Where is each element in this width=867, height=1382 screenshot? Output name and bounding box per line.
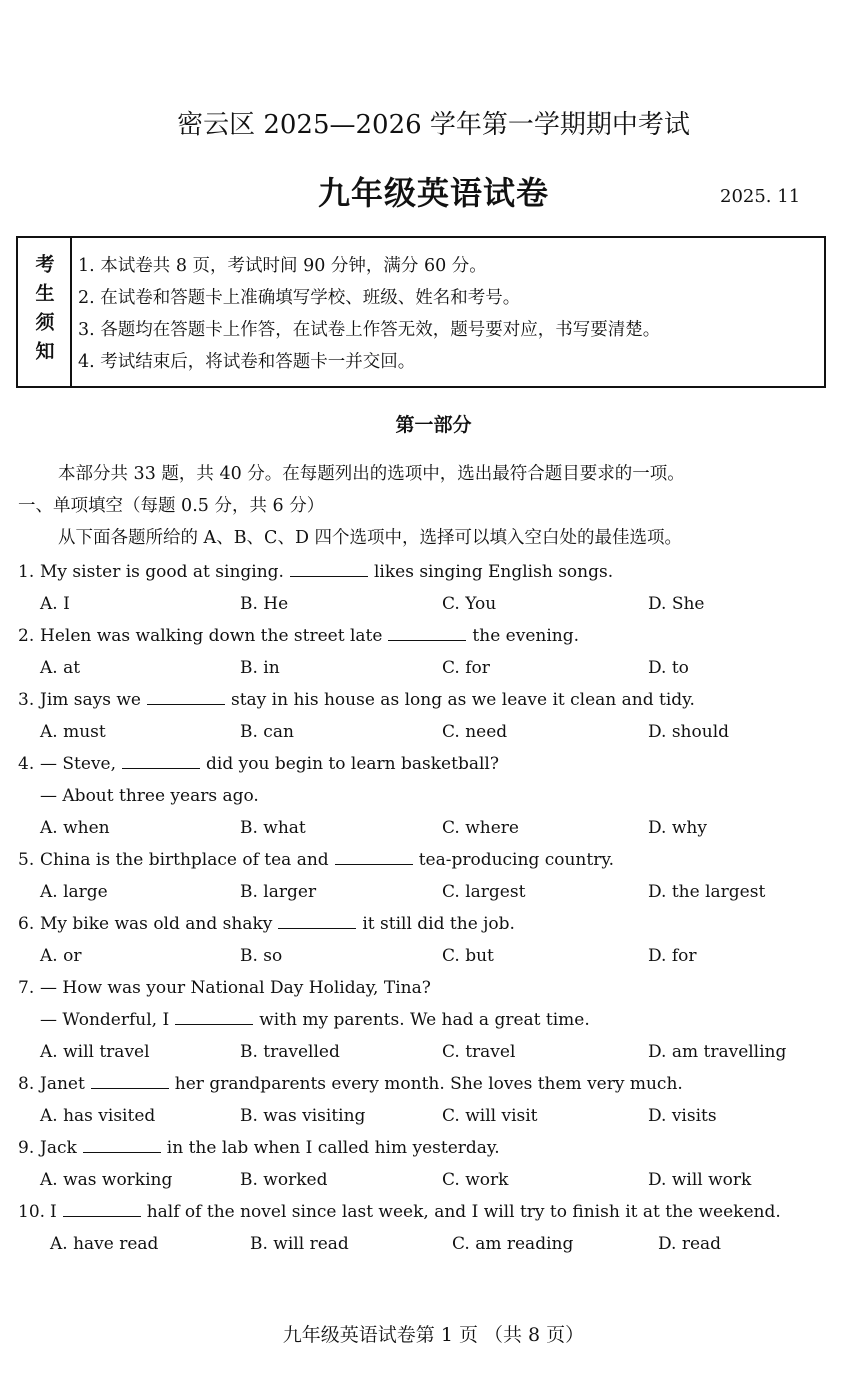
- answer-blank: [335, 844, 413, 865]
- answer-option: B. travelled: [240, 1042, 340, 1062]
- section-instruction: 从下面各题所给的 A、B、C、D 四个选项中，选择可以填入空白处的最佳选项。: [58, 528, 683, 548]
- question-item: [18, 556, 858, 620]
- question-number: 7.: [18, 978, 35, 998]
- answer-blank: [147, 684, 225, 705]
- answer-blank: [83, 1132, 161, 1153]
- answer-option: C. work: [442, 1170, 509, 1190]
- answer-option: B. so: [240, 946, 283, 966]
- question-item: [18, 748, 858, 844]
- answer-option: A. at: [40, 658, 81, 678]
- option-row: [18, 1228, 858, 1260]
- option-row: [18, 588, 858, 620]
- question-item: [18, 972, 858, 1068]
- answer-option: C. You: [442, 594, 497, 614]
- answer-option: C. am reading: [452, 1234, 574, 1254]
- notice-list: [78, 250, 660, 378]
- question-text-after: it still did the job.: [362, 914, 515, 934]
- notice-box: [16, 236, 826, 388]
- notice-item: 1. 本试卷共 8 页，考试时间 90 分钟，满分 60 分。: [78, 256, 487, 276]
- answer-option: D. to: [648, 658, 689, 678]
- answer-option: B. can: [240, 722, 294, 742]
- question-stem: [18, 972, 858, 1004]
- answer-option: B. was visiting: [240, 1106, 366, 1126]
- answer-option: A. will travel: [40, 1042, 150, 1062]
- question-number: 2.: [18, 626, 35, 646]
- notice-item: 4. 考试结束后，将试卷和答题卡一并交回。: [78, 352, 416, 372]
- question-text-before: Jim says we: [40, 690, 141, 710]
- notice-item: 3. 各题均在答题卡上作答，在试卷上作答无效，题号要对应，书写要清楚。: [78, 320, 661, 340]
- question-stem: [18, 1132, 858, 1164]
- answer-option: A. large: [40, 882, 108, 902]
- notice-item: 2. 在试卷和答题卡上准确填写学校、班级、姓名和考号。: [78, 288, 521, 308]
- question-item: [18, 620, 858, 684]
- question-stem: [18, 620, 858, 652]
- answer-option: B. in: [240, 658, 280, 678]
- answer-option: D. read: [658, 1234, 722, 1254]
- question-item: [18, 684, 858, 748]
- notice-label: 考生须知: [32, 254, 55, 370]
- answer-option: C. for: [442, 658, 490, 678]
- question-text-before: I: [50, 1202, 57, 1222]
- question-text-before: China is the birthplace of tea and: [40, 850, 329, 870]
- answer-blank: [63, 1196, 141, 1217]
- answer-option: C. travel: [442, 1042, 516, 1062]
- question-number: 3.: [18, 690, 35, 710]
- answer-option: C. where: [442, 818, 519, 838]
- answer-blank: [278, 908, 356, 929]
- answer-option: D. should: [648, 722, 730, 742]
- question-number: 6.: [18, 914, 35, 934]
- exam-date: 2025. 11: [720, 186, 801, 207]
- part-title: 第一部分: [395, 414, 472, 436]
- question-text-after: with my parents. We had a great time.: [259, 1010, 590, 1030]
- question-text-before: — Wonderful, I: [40, 1010, 170, 1030]
- question-text-before: My sister is good at singing.: [40, 562, 284, 582]
- question-text-before: My bike was old and shaky: [40, 914, 273, 934]
- answer-option: D. why: [648, 818, 707, 838]
- question-text-before: Jack: [40, 1138, 77, 1158]
- question-item: [18, 908, 858, 972]
- answer-option: B. He: [240, 594, 289, 614]
- question-text-before: Janet: [40, 1074, 85, 1094]
- option-row: [18, 1164, 858, 1196]
- answer-option: C. but: [442, 946, 494, 966]
- answer-option: D. She: [648, 594, 705, 614]
- answer-blank: [290, 556, 368, 577]
- answer-option: B. will read: [250, 1234, 349, 1254]
- answer-option: B. worked: [240, 1170, 328, 1190]
- question-item: [18, 1132, 858, 1196]
- question-text-after: stay in his house as long as we leave it clean and tidy.: [230, 690, 695, 710]
- question-stem: [18, 556, 858, 588]
- question-text-after: in the lab when I called him yesterday.: [166, 1138, 500, 1158]
- option-row: [18, 940, 858, 972]
- answer-option: A. has visited: [40, 1106, 156, 1126]
- answer-option: D. for: [648, 946, 697, 966]
- exam-title: 密云区 2025—2026 学年第一学期期中考试: [177, 110, 690, 140]
- answer-option: D. am travelling: [648, 1042, 787, 1062]
- option-row: [18, 812, 858, 844]
- notice-label-cell: [18, 238, 72, 386]
- answer-option: A. when: [40, 818, 110, 838]
- question-stem: [18, 1004, 858, 1036]
- answer-blank: [122, 748, 200, 769]
- question-stem: [18, 1196, 858, 1228]
- question-text-after: likes singing English songs.: [373, 562, 614, 582]
- question-item: [18, 1068, 858, 1132]
- answer-blank: [175, 1004, 253, 1025]
- question-stem: [18, 1068, 858, 1100]
- question-number: 1.: [18, 562, 35, 582]
- answer-option: B. what: [240, 818, 306, 838]
- answer-option: D. will work: [648, 1170, 752, 1190]
- option-row: [18, 652, 858, 684]
- question-number: 5.: [18, 850, 35, 870]
- answer-blank: [388, 620, 466, 641]
- answer-blank: [91, 1068, 169, 1089]
- option-row: [18, 1036, 858, 1068]
- answer-option: A. or: [40, 946, 82, 966]
- question-text-after: her grandparents every month. She loves them very much.: [174, 1074, 683, 1094]
- question-text-before: — Steve,: [40, 754, 117, 774]
- question-stem: [18, 844, 858, 876]
- page-footer: 九年级英语试卷第 1 页 （共 8 页）: [282, 1324, 585, 1346]
- question-item: [18, 1196, 858, 1260]
- answer-option: D. the largest: [648, 882, 766, 902]
- answer-option: A. have read: [50, 1234, 159, 1254]
- question-text-before: Helen was walking down the street late: [40, 626, 383, 646]
- answer-option: A. must: [40, 722, 106, 742]
- answer-option: C. largest: [442, 882, 526, 902]
- question-item: [18, 844, 858, 908]
- question-stem: [18, 908, 858, 940]
- question-text-after: did you begin to learn basketball?: [206, 754, 499, 774]
- option-row: [18, 1100, 858, 1132]
- question-stem: [18, 684, 858, 716]
- question-number: 9.: [18, 1138, 35, 1158]
- question-number: 8.: [18, 1074, 35, 1094]
- answer-option: C. will visit: [442, 1106, 538, 1126]
- section-title: 一、单项填空（每题 0.5 分，共 6 分）: [18, 496, 325, 516]
- question-number: 4.: [18, 754, 35, 774]
- question-text: — About three years ago.: [40, 786, 259, 806]
- answer-option: B. larger: [240, 882, 317, 902]
- answer-option: A. I: [40, 594, 70, 614]
- answer-option: C. need: [442, 722, 508, 742]
- question-stem: [18, 748, 858, 780]
- question-number: 10.: [18, 1202, 46, 1222]
- answer-option: D. visits: [648, 1106, 717, 1126]
- option-row: [18, 876, 858, 908]
- option-row: [18, 716, 858, 748]
- answer-option: A. was working: [40, 1170, 173, 1190]
- question-stem: [18, 780, 858, 812]
- question-text-after: the evening.: [472, 626, 580, 646]
- question-text: — How was your National Day Holiday, Tina?: [40, 978, 431, 998]
- paper-title: 九年级英语试卷: [317, 174, 549, 212]
- question-text-after: half of the novel since last week, and I will try to finish it at the weekend.: [146, 1202, 781, 1222]
- question-text-after: tea-producing country.: [418, 850, 615, 870]
- part-intro: 本部分共 33 题，共 40 分。在每题列出的选项中，选出最符合题目要求的一项。: [58, 464, 685, 484]
